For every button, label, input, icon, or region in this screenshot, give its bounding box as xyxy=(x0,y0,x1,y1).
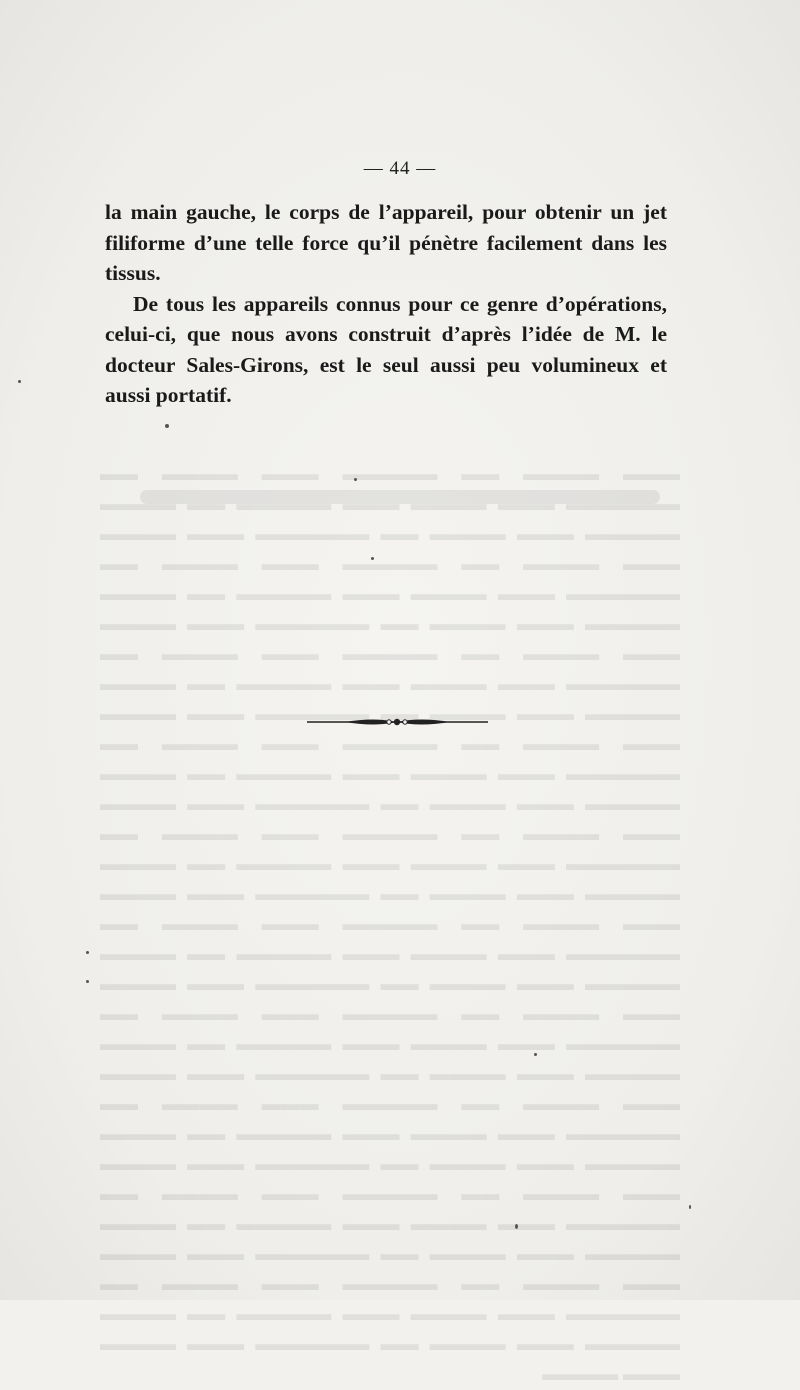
ink-speck xyxy=(354,478,357,481)
ink-speck xyxy=(165,424,169,428)
show-through-texture: ▬▬▬ ▬▬▬▬ ▬▬ ▬▬▬▬▬ ▬▬▬ ▬▬▬▬ ▬▬ ▬▬▬▬▬▬ ▬▬▬ ▬▬▬▬ ▬▬▬ ▬▬▬▬▬ ▬▬ ▬▬▬▬ ▬▬▬▬▬ ▬▬▬ ▬▬▬▬ ▬▬ ▬▬▬▬▬▬ ▬▬▬ ▬▬▬▬ ▬▬▬ ▬▬▬▬ ▬▬ ▬▬▬▬▬ ▬▬▬ ▬▬▬▬ ▬▬ ▬▬▬▬▬▬ ▬▬▬ ▬▬▬▬ ▬▬▬ ▬▬▬▬▬ ▬▬ ▬▬▬▬ ▬▬▬▬▬ ▬▬▬ ▬▬▬▬ ▬▬ ▬▬▬▬▬▬ ▬▬▬ ▬▬▬▬ ▬▬▬ ▬▬▬▬ ▬▬ ▬▬▬▬▬ ▬▬▬ ▬▬▬▬ ▬▬ ▬▬▬▬▬▬ ▬▬▬ ▬▬▬▬ ▬▬▬ ▬▬▬▬▬ ▬▬ ▬▬▬▬ ▬▬▬▬▬ ▬▬▬ ▬▬▬▬ ▬▬ ▬▬▬▬▬▬ ▬▬▬ ▬▬▬▬ ▬▬▬ ▬▬▬▬ ▬▬ ▬▬▬▬▬ ▬▬▬ ▬▬▬▬ ▬▬ ▬▬▬▬▬▬ ▬▬▬ ▬▬▬▬ ▬▬▬ ▬▬▬▬▬ ▬▬ ▬▬▬▬ ▬▬▬▬▬ ▬▬▬ ▬▬▬▬ ▬▬ ▬▬▬▬▬▬ ▬▬▬ ▬▬▬▬ ▬▬▬ ▬▬▬▬ ▬▬ ▬▬▬▬▬ ▬▬▬ ▬▬▬▬ ▬▬ ▬▬▬▬▬▬ ▬▬▬ ▬▬▬▬ ▬▬▬ ▬▬▬▬▬ ▬▬ ▬▬▬▬ ▬▬▬▬▬ ▬▬▬ ▬▬▬▬ ▬▬ ▬▬▬▬▬▬ ▬▬▬ ▬▬▬▬ ▬▬▬ ▬▬▬▬ ▬▬ ▬▬▬▬▬ ▬▬▬ ▬▬▬▬ ▬▬ ▬▬▬▬▬▬ ▬▬▬ ▬▬▬▬ ▬▬▬ ▬▬▬▬▬ ▬▬ ▬▬▬▬ ▬▬▬▬▬ ▬▬▬ ▬▬▬▬ ▬▬ ▬▬▬▬▬▬ ▬▬▬ ▬▬▬▬ ▬▬▬ ▬▬▬▬ ▬▬ ▬▬▬▬▬ ▬▬▬ ▬▬▬▬ ▬▬ ▬▬▬▬▬▬ ▬▬▬ ▬▬▬▬ ▬▬▬ ▬▬▬▬▬ ▬▬ ▬▬▬▬ ▬▬▬▬▬ ▬▬▬ ▬▬▬▬ ▬▬ ▬▬▬▬▬▬ ▬▬▬ ▬▬▬▬ ▬▬▬ ▬▬▬▬ ▬▬ ▬▬▬▬▬ ▬▬▬ ▬▬▬▬ ▬▬ ▬▬▬▬▬▬ ▬▬▬ ▬▬▬▬ ▬▬▬ ▬▬▬▬▬ ▬▬ ▬▬▬▬ ▬▬▬▬▬ ▬▬▬ ▬▬▬▬ ▬▬ ▬▬▬▬▬▬ ▬▬▬ ▬▬▬▬ ▬▬▬ ▬▬▬▬ ▬▬ ▬▬▬▬▬ ▬▬▬ ▬▬▬▬ ▬▬ ▬▬▬▬▬▬ ▬▬▬ ▬▬▬▬ ▬▬▬ ▬▬▬▬▬ ▬▬ ▬▬▬▬ ▬▬▬▬▬ ▬▬▬ ▬▬▬▬ ▬▬ ▬▬▬▬▬▬ ▬▬▬ ▬▬▬▬ ▬▬▬ ▬▬▬▬ ▬▬ ▬▬▬▬▬ ▬▬▬ ▬▬▬▬ ▬▬ ▬▬▬▬▬▬ ▬▬▬ ▬▬▬▬ ▬▬▬ ▬▬▬▬▬ ▬▬ ▬▬▬▬ ▬▬▬▬▬ ▬▬▬ ▬▬▬▬ ▬▬ ▬▬▬▬▬▬ ▬▬▬ ▬▬▬▬ ▬▬▬ ▬▬▬▬ xyxy=(100,464,680,1385)
ink-speck xyxy=(86,980,89,983)
end-ornament xyxy=(305,714,490,730)
paragraph-2: De tous les appareils connus pour ce genre d’opérations, celui-ci, que nous avons construit d’après l’idée de M. le docteur Sales-Girons, est le seul aussi peu volumineux et aussi portatif. xyxy=(105,291,667,407)
ink-speck xyxy=(371,557,374,560)
ink-speck xyxy=(515,1224,518,1229)
ink-speck xyxy=(534,1053,537,1056)
ink-speck xyxy=(86,951,89,954)
paragraph-1: la main gauche, le corps de l’appareil, pour obtenir un jet filiforme d’une telle force qu’il pénètre facilement dans les tissus. xyxy=(105,200,667,285)
body-text xyxy=(105,197,667,411)
page-number: — 44 — xyxy=(363,158,437,179)
ink-speck xyxy=(689,1205,691,1209)
ink-speck xyxy=(18,380,21,383)
